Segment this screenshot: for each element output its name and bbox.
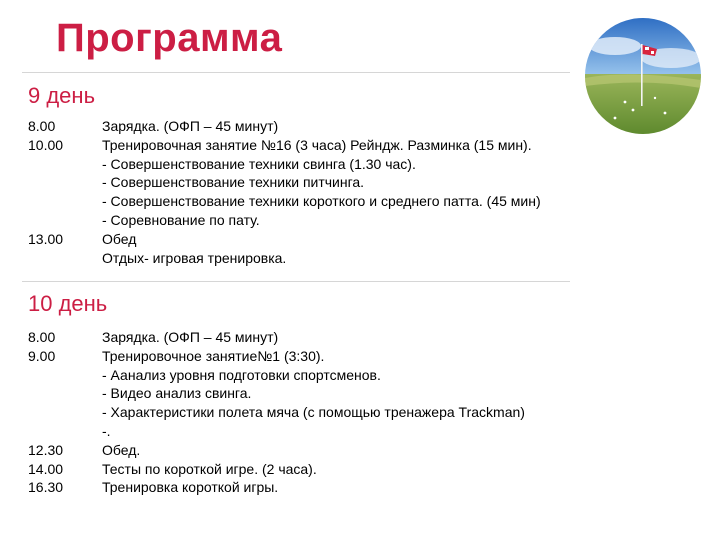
activity: - Аанализ уровня подготовки спортсменов. [102,366,381,383]
schedule-row [28,366,678,385]
time [28,211,102,230]
schedule-row [28,403,678,422]
activity: Обед [102,230,137,247]
time [28,403,102,422]
activity: - Соревнование по пату. [102,211,260,228]
schedule-row [28,136,678,155]
time: 13.00 [28,230,64,247]
time: 8.00 [28,118,56,134]
schedule-row [28,422,678,441]
page-title: Программа [56,16,283,60]
day-10-heading: 10 день [28,291,108,316]
activity: Зарядка. (ОФП – 45 минут) [102,118,279,134]
schedule-row [28,117,678,136]
schedule-row [28,249,678,268]
schedule-row [28,211,678,230]
schedule-row [28,155,678,174]
activity: Тренировка короткой игры. [102,479,279,496]
activity: Зарядка. (ОФП – 45 минут) [102,329,279,345]
time: 14.00 [28,460,64,477]
time: 16.30 [28,479,64,496]
schedule-row [28,173,678,192]
schedule-row [28,384,678,403]
schedule-row [28,460,678,479]
activity: Тесты по короткой игре. (2 часа). [102,460,317,477]
activity: Тренировочное занятие№1 (3:30). [102,347,325,364]
day-9-schedule [28,117,678,267]
activity: - Совершенствование техники питчинга. [102,174,365,191]
schedule-row [28,230,678,249]
divider-top [22,72,570,73]
time [28,155,102,174]
activity: Тренировочная занятие №16 (3 часа) Рейндж. Разминка (15 мин). [102,136,532,153]
time: 10.00 [28,136,64,153]
activity: - Видео анализ свинга. [102,385,252,402]
time: 9.00 [28,347,56,364]
time: 12.30 [28,441,64,458]
schedule-row [28,192,678,211]
divider-middle [22,281,570,282]
activity: Отдых- игровая тренировка. [102,249,287,266]
activity: -. [102,422,111,439]
time [28,384,102,403]
time [28,422,102,441]
activity: - Характеристики полета мяча (с помощью тренажера Trackman) [102,404,525,421]
schedule-row [28,347,678,366]
schedule-row [28,478,678,497]
day-9-heading: 9 день [28,83,96,108]
activity: - Совершенствование техники свинга (1.30 час). [102,155,416,172]
time: 8.00 [28,329,56,345]
time [28,366,102,385]
activity: - Совершенствование техники короткого и среднего патта. (45 мин) [102,193,541,210]
time [28,192,102,211]
time [28,249,102,268]
schedule-row [28,328,678,347]
activity: Обед. [102,441,141,458]
schedule-row [28,441,678,460]
time [28,173,102,192]
day-10-schedule [28,328,678,497]
